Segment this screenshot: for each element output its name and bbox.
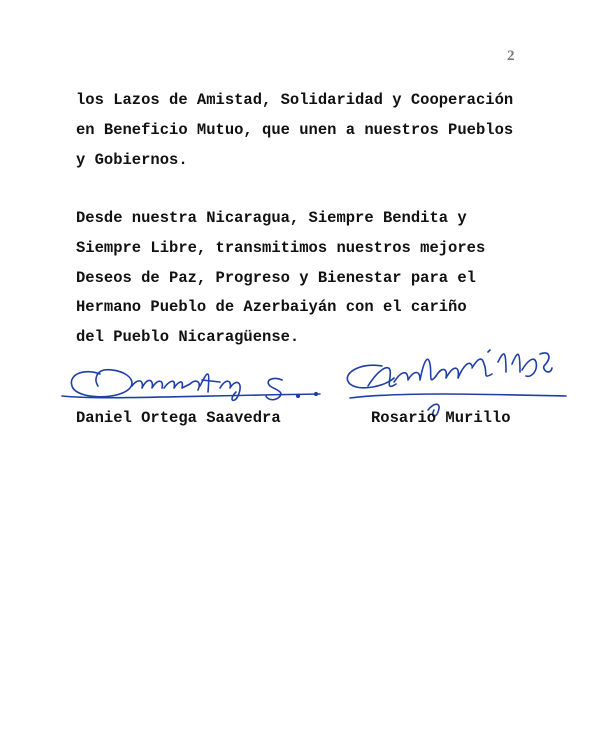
paragraph-line: del Pueblo Nicaragüense.: [76, 328, 300, 347]
paragraph-line: Hermano Pueblo de Azerbaiyán con el cariño: [76, 298, 467, 317]
letter-paragraph: [76, 86, 513, 175]
paragraph-line: en Beneficio Mutuo, que unen a nuestros Pueblos: [76, 120, 514, 139]
paragraph-line: Siempre Libre, transmitimos nuestros mejores: [76, 238, 486, 257]
signer-name: Daniel Ortega Saavedra: [76, 409, 281, 427]
letter-paragraph: [76, 204, 485, 353]
paragraph-line: y Gobiernos.: [76, 150, 188, 169]
page-number: 2: [507, 48, 515, 64]
paragraph-line: Desde nuestra Nicaragua, Siempre Bendita y: [76, 209, 467, 227]
paragraph-line: los Lazos de Amistad, Solidaridad y Cooperación: [76, 91, 514, 109]
signer-name: Rosario Murillo: [371, 409, 511, 427]
handwritten-signature-daniel-ortega: [60, 356, 330, 406]
paragraph-line: Deseos de Paz, Progreso y Bienestar para el: [76, 268, 476, 287]
